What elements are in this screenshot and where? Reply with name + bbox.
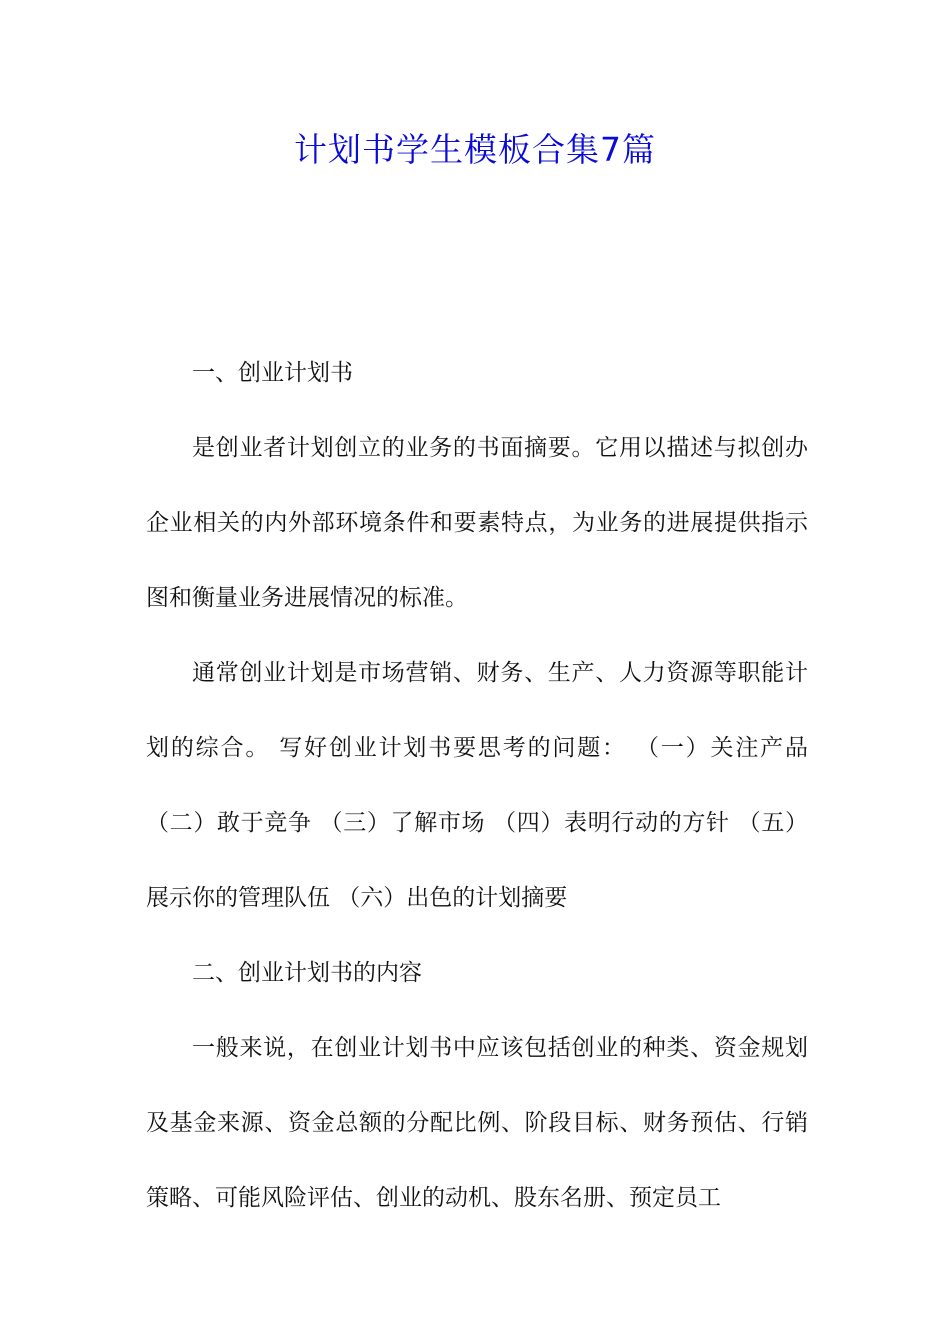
document-title: 计划书学生模板合集7篇 — [294, 130, 656, 169]
paragraph-key-questions: 通常创业计划是市场营销、财务、生产、人力资源等职能计划的综合。 写好创业计划书要思考的问题： （一）关注产品 （二）敢于竞争 （三）了解市场 （四）表明行动的方针 （五）展示你的管理队伍 （六）出色的计划摘要 — [146, 660, 808, 911]
paragraph-contents: 一般来说，在创业计划书中应该包括创业的种类、资金规划及基金来源、资金总额的分配比例、阶段目标、财务预估、行销策略、可能风险评估、创业的动机、股东名册、预定员工 — [146, 1035, 808, 1211]
paragraph-definition: 是创业者计划创立的业务的书面摘要。它用以描述与拟创办企业相关的内外部环境条件和要素特点，为业务的进展提供指示图和衡量业务进展情况的标准。 — [146, 435, 808, 611]
section-heading-1: 一、创业计划书 — [192, 360, 353, 386]
section-heading-2: 二、创业计划书的内容 — [192, 960, 422, 986]
document-body — [146, 336, 808, 1236]
